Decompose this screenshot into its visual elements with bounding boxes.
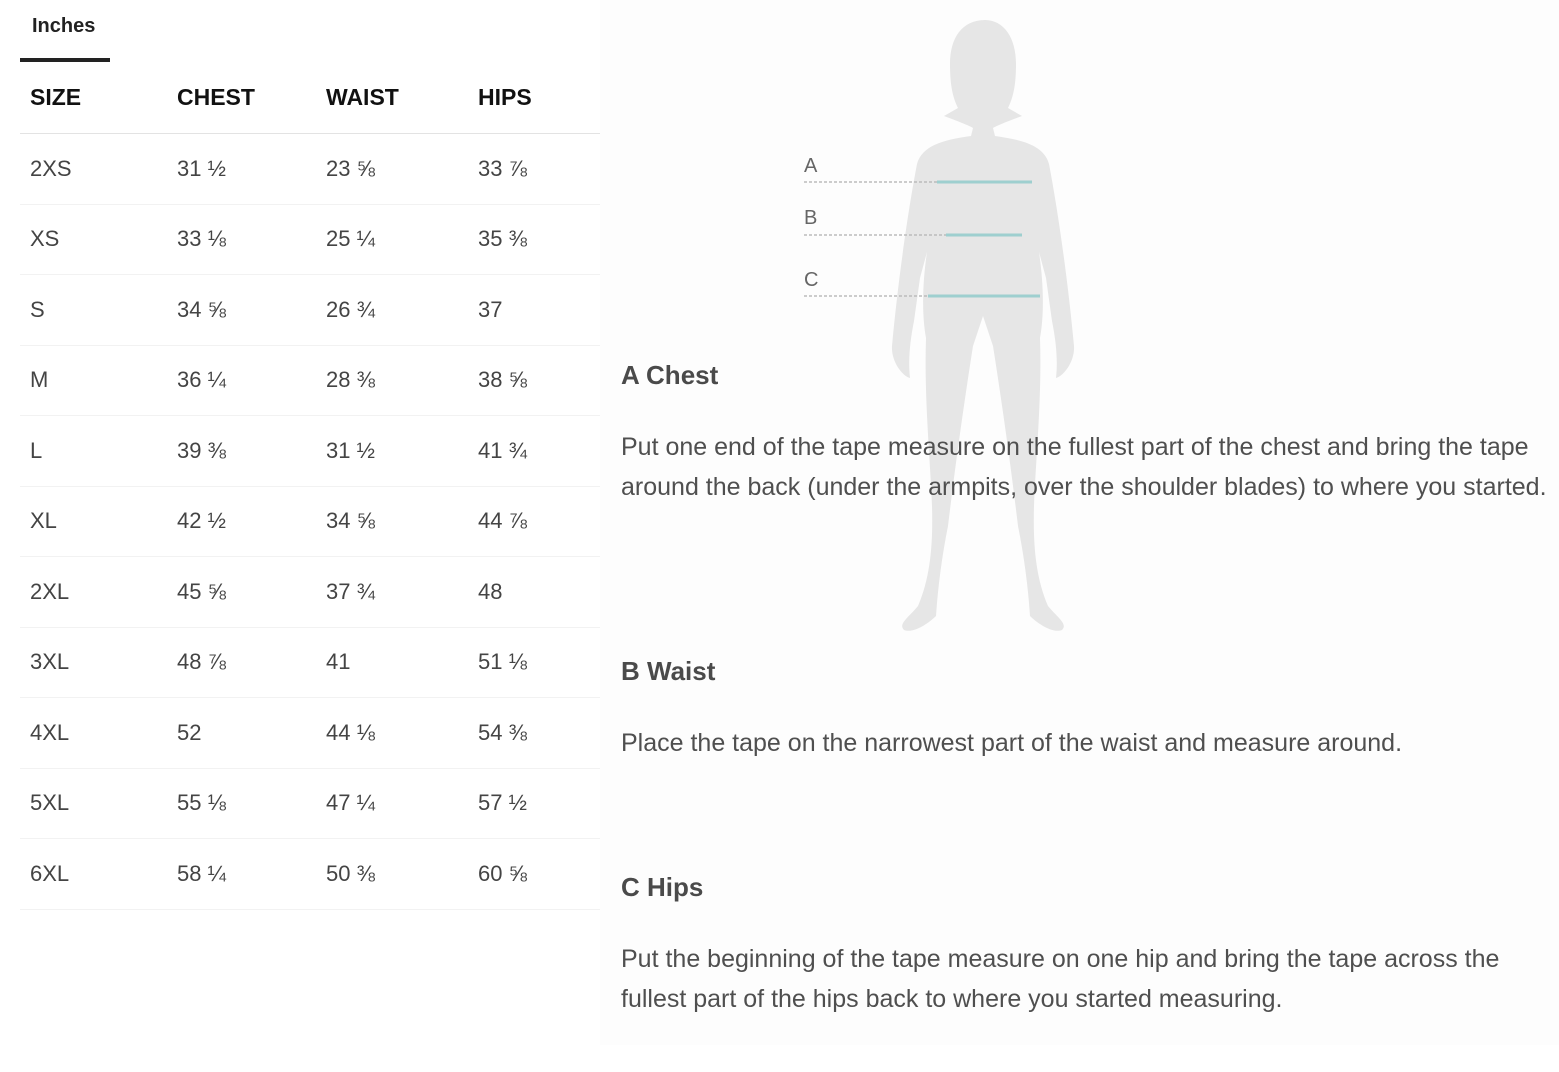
cell-chest: 39 ⅜	[167, 416, 316, 487]
column-header-size: SIZE	[20, 62, 167, 134]
size-chart-table	[20, 62, 608, 910]
cell-hips: 48	[468, 557, 608, 628]
cell-hips: 44 ⅞	[468, 486, 608, 557]
cell-size: 5XL	[20, 768, 167, 839]
table-row	[20, 204, 608, 275]
cell-waist: 26 ¾	[316, 275, 468, 346]
cell-chest: 45 ⅝	[167, 557, 316, 628]
cell-size: M	[20, 345, 167, 416]
marker-c: C	[804, 269, 819, 291]
silhouette	[892, 20, 1074, 631]
table-row	[20, 345, 608, 416]
cell-waist: 25 ¼	[316, 204, 468, 275]
table-row	[20, 416, 608, 487]
cell-waist: 50 ⅜	[316, 839, 468, 910]
tab-inches[interactable]	[20, 0, 110, 62]
column-header-hips: HIPS	[468, 62, 608, 134]
body-measurement-figure	[790, 16, 1090, 636]
hips-guide-text: Put the beginning of the tape measure on one hip and bring the tape across the fullest part of the hips back to where you started measuring.	[621, 945, 1500, 1013]
cell-waist: 47 ¼	[316, 768, 468, 839]
cell-waist: 34 ⅝	[316, 486, 468, 557]
table-row	[20, 134, 608, 205]
cell-chest: 58 ¼	[167, 839, 316, 910]
cell-hips: 51 ⅛	[468, 627, 608, 698]
cell-chest: 31 ½	[167, 134, 316, 205]
cell-hips: 57 ½	[468, 768, 608, 839]
cell-chest: 36 ¼	[167, 345, 316, 416]
column-header-waist: WAIST	[316, 62, 468, 134]
cell-hips: 60 ⅝	[468, 839, 608, 910]
cell-waist: 41	[316, 627, 468, 698]
chest-guide-text: Put one end of the tape measure on the fullest part of the chest and bring the tape around the back (under the armpits, over the shoulder blades) to where you started.	[621, 433, 1547, 501]
cell-size: 6XL	[20, 839, 167, 910]
cell-size: 4XL	[20, 698, 167, 769]
marker-a: A	[804, 155, 818, 177]
cell-size: XL	[20, 486, 167, 557]
table-row	[20, 275, 608, 346]
cell-chest: 48 ⅞	[167, 627, 316, 698]
cell-size: L	[20, 416, 167, 487]
table-row	[20, 698, 608, 769]
cell-waist: 31 ½	[316, 416, 468, 487]
cell-chest: 42 ½	[167, 486, 316, 557]
cell-chest: 33 ⅛	[167, 204, 316, 275]
cell-size: 2XS	[20, 134, 167, 205]
table-header-row	[20, 62, 608, 134]
marker-b: B	[804, 207, 818, 229]
cell-hips: 33 ⅞	[468, 134, 608, 205]
cell-hips: 41 ¾	[468, 416, 608, 487]
cell-hips: 54 ⅜	[468, 698, 608, 769]
table-row	[20, 627, 608, 698]
body-silhouette	[892, 20, 1074, 631]
size-table-body	[20, 134, 608, 910]
cell-chest: 55 ⅛	[167, 768, 316, 839]
cell-hips: 38 ⅝	[468, 345, 608, 416]
table-row	[20, 486, 608, 557]
cell-size: XS	[20, 204, 167, 275]
table-row	[20, 839, 608, 910]
waist-guide-title: B Waist	[621, 656, 716, 686]
cell-waist: 44 ⅛	[316, 698, 468, 769]
unit-tab-bar	[20, 0, 610, 62]
column-header-chest: CHEST	[167, 62, 316, 134]
cell-chest: 34 ⅝	[167, 275, 316, 346]
cell-waist: 23 ⅝	[316, 134, 468, 205]
cell-waist: 37 ¾	[316, 557, 468, 628]
cell-chest: 52	[167, 698, 316, 769]
cell-waist: 28 ⅜	[316, 345, 468, 416]
cell-size: S	[20, 275, 167, 346]
hips-guide-title: C Hips	[621, 872, 704, 902]
tab-inches-label: Inches	[32, 15, 96, 37]
cell-size: 3XL	[20, 627, 167, 698]
cell-hips: 37	[468, 275, 608, 346]
waist-guide-text: Place the tape on the narrowest part of the waist and measure around.	[621, 729, 1403, 757]
chest-guide-title: A Chest	[621, 360, 719, 390]
cell-hips: 35 ⅜	[468, 204, 608, 275]
table-row	[20, 768, 608, 839]
table-row	[20, 557, 608, 628]
cell-size: 2XL	[20, 557, 167, 628]
